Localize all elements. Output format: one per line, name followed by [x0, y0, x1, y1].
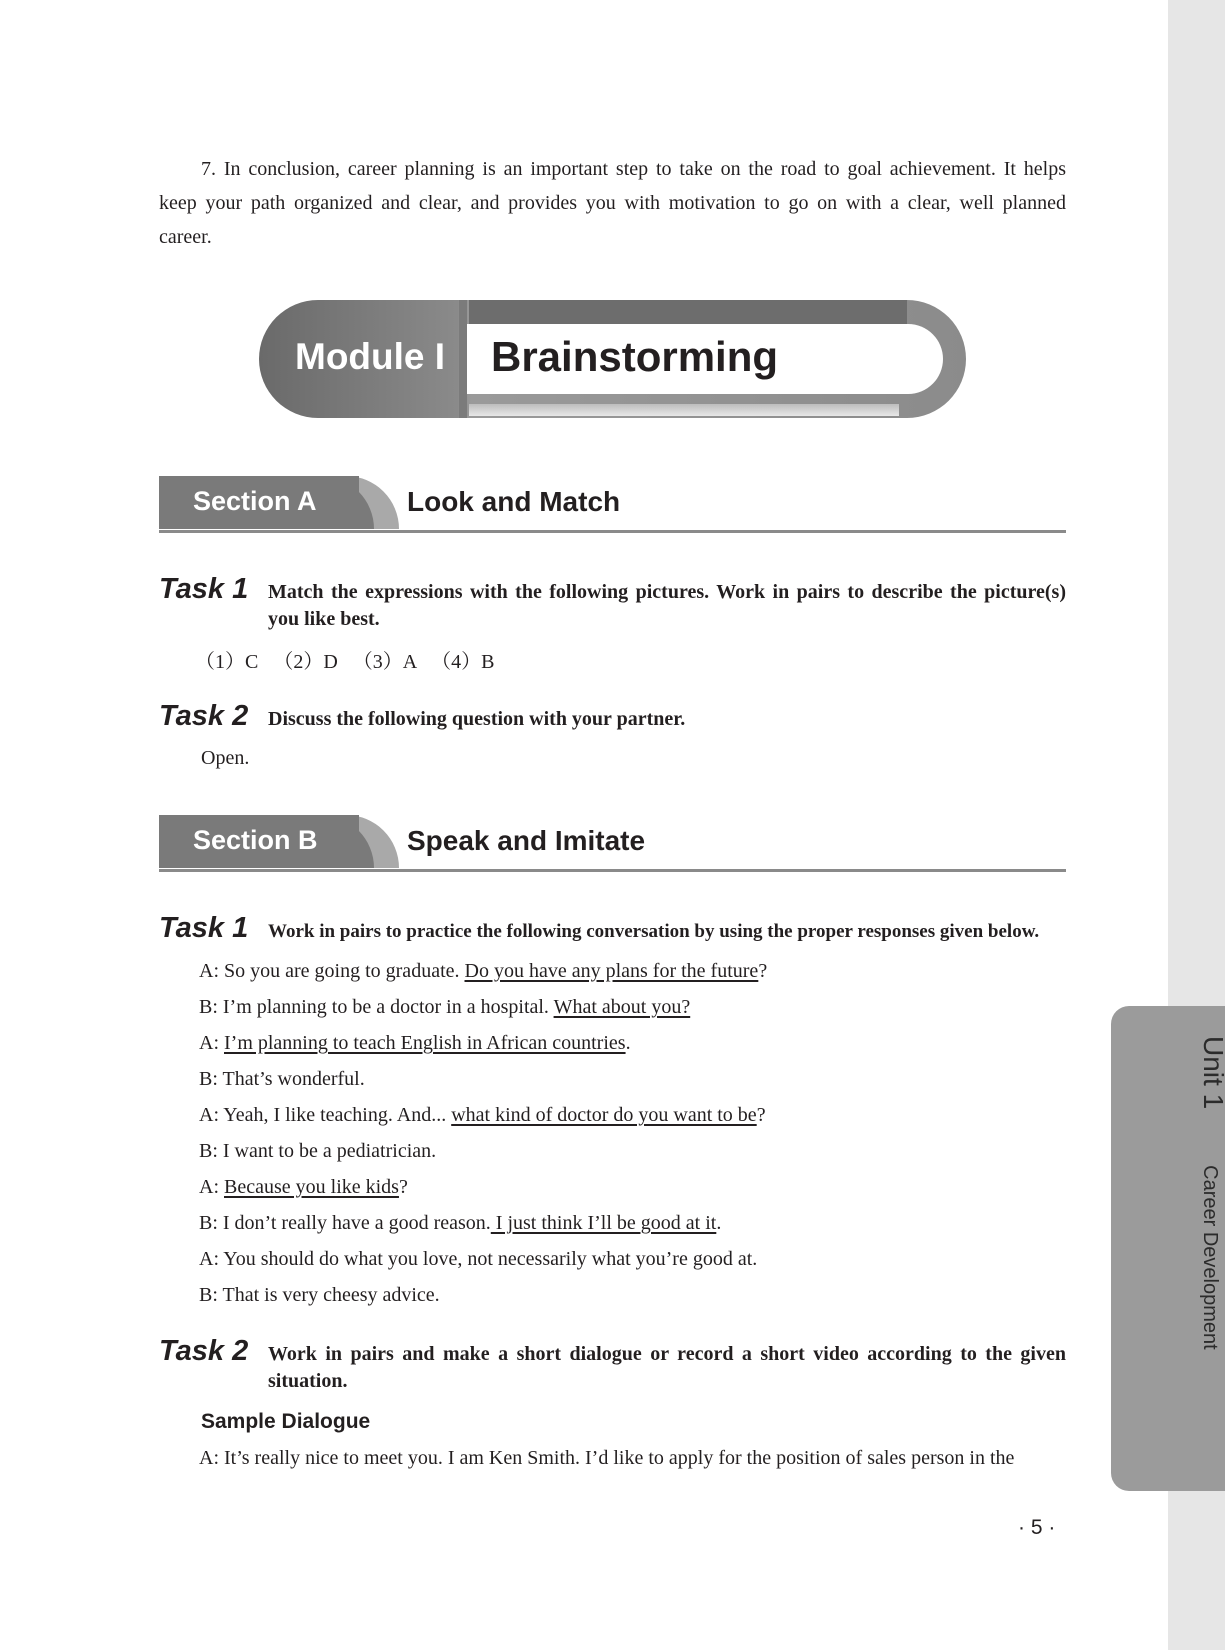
module-banner-shadow — [469, 404, 899, 416]
task-answer: （1）C （2）D （3）A （4）B — [195, 651, 495, 673]
unit-title: Career Development — [1199, 1165, 1221, 1350]
task-label: Task 2 — [159, 1335, 249, 1367]
dialogue-text: A: — [199, 1032, 224, 1054]
dialogue-line — [199, 994, 690, 1020]
dialogue-answer: What about you? — [553, 996, 691, 1018]
task-label: Task 2 — [159, 700, 249, 732]
unit-tab-text — [1197, 1006, 1229, 1350]
module-banner — [259, 300, 966, 418]
task-label: Task 1 — [159, 912, 249, 944]
dialogue-answer: Do you have any plans for the future — [464, 960, 759, 982]
task-label: Task 1 — [159, 573, 249, 605]
section-label: Section B — [193, 825, 318, 855]
task-instruction: Match the expressions with the following pictures. Work in pairs to describe the picture(s) you like best. — [268, 581, 1066, 630]
unit-thumb-tab — [1111, 1006, 1229, 1491]
dialogue-line — [199, 1030, 631, 1056]
dialogue-text: B: That is very cheesy advice. — [199, 1284, 440, 1306]
dialogue-line — [199, 1210, 721, 1236]
module-banner-topbar — [469, 300, 907, 324]
dialogue-text: B: I don’t really have a good reason. — [199, 1212, 491, 1234]
dialogue-text: B: That’s wonderful. — [199, 1068, 365, 1090]
dialogue-text: B: I’m planning to be a doctor in a hospital. — [199, 996, 554, 1018]
dialogue-text: A: Yeah, I like teaching. And... — [199, 1104, 452, 1126]
task-answer: Open. — [201, 747, 250, 769]
dialogue-answer: I’m planning to teach English in African countries — [224, 1032, 626, 1054]
dialogue-line — [199, 1102, 766, 1128]
dialogue-text: ? — [398, 1176, 408, 1198]
intro-paragraph: 7. In conclusion, career planning is an important step to take on the road to goal achievement. It helps keep your path organized and clear, and provides you with motivation to go on with a clear, well planned career. — [159, 158, 1066, 248]
module-title: Brainstorming — [491, 333, 779, 380]
task-instruction: Discuss the following question with your partner. — [268, 708, 686, 730]
task-instruction: Work in pairs to practice the following conversation by using the proper responses given below. — [268, 921, 1040, 942]
dialogue-text: A: You should do what you love, not necessarily what you’re good at. — [199, 1248, 758, 1270]
section-title: Speak and Imitate — [407, 825, 646, 856]
dialogue-line — [199, 958, 767, 984]
dialogue-line — [199, 1066, 365, 1092]
dialogue-text: A: So you are going to graduate. — [199, 960, 465, 982]
section-a-header — [159, 476, 1066, 534]
dialogue-text: A: — [199, 1176, 224, 1198]
dialogue-text: B: I want to be a pediatrician. — [199, 1140, 437, 1162]
dialogue-text: . — [625, 1032, 631, 1054]
section-rule — [159, 869, 1066, 872]
dialogue-answer: I just think I’ll be good at it — [490, 1212, 717, 1234]
dialogue-answer: what kind of doctor do you want to be — [451, 1104, 757, 1126]
module-banner-divider — [459, 300, 467, 418]
dialogue-line — [199, 1138, 436, 1164]
unit-number: Unit 1 — [1198, 1036, 1229, 1110]
dialogue-line — [199, 1246, 757, 1272]
dialogue-answer: Because you like kids — [224, 1176, 399, 1198]
dialogue-line — [199, 1174, 408, 1200]
module-label: Module I — [295, 336, 446, 377]
dialogue-text: ? — [756, 1104, 766, 1126]
sample-dialogue-heading: Sample Dialogue — [201, 1410, 371, 1433]
dialogue-text: ? — [758, 960, 768, 982]
section-title: Look and Match — [407, 486, 621, 517]
sample-dialogue-line: A: It’s really nice to meet you. I am Ken Smith. I’d like to apply for the position of sales person in the — [199, 1447, 1015, 1469]
section-rule — [159, 530, 1066, 533]
dialogue-text: . — [716, 1212, 722, 1234]
dialogue-line — [199, 1282, 440, 1308]
section-b-header — [159, 815, 1066, 873]
page-number: · 5 · — [1018, 1516, 1056, 1539]
section-label: Section A — [193, 486, 317, 516]
task-instruction: Work in pairs and make a short dialogue or record a short video according to the given situation. — [268, 1343, 1066, 1392]
